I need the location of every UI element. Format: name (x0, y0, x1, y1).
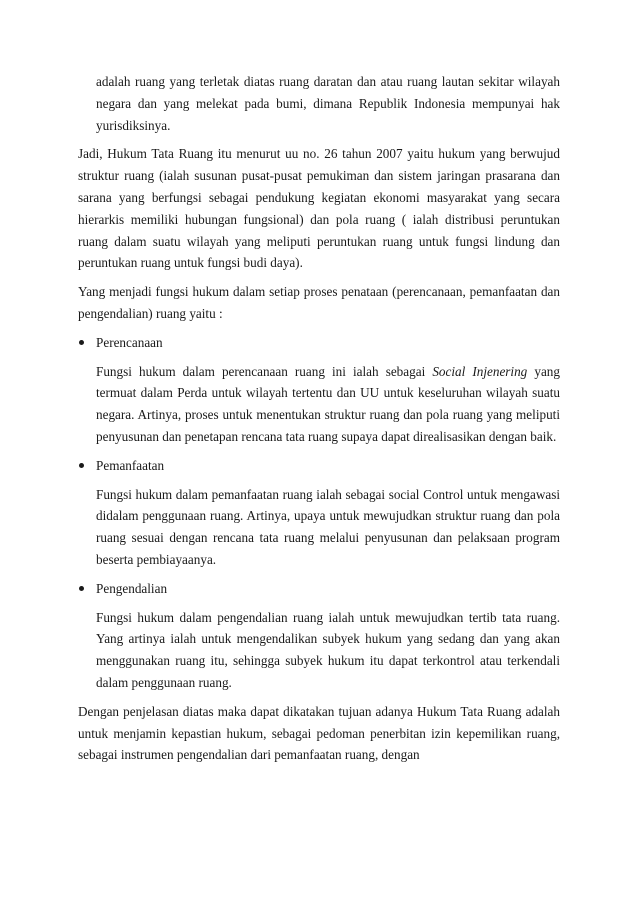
bullet-title: Pengendalian (96, 580, 168, 596)
bullet-title: Perencanaan (96, 334, 163, 350)
paragraph-continuation: adalah ruang yang terletak diatas ruang daratan dan atau ruang lautan sekitar wilayah negara dan yang melekat pada bumi, dimana Republik Indonesia mempunyai hak yurisdiksinya. (96, 74, 560, 133)
list-item-perencanaan (78, 332, 560, 354)
paragraph-definition: Jadi, Hukum Tata Ruang itu menurut uu no. 26 tahun 2007 yaitu hukum yang berwujud struktur ruang (ialah susunan pusat-pusat pemukiman dan sistem jaringan prasarana dan sarana yang berfungsi sebagai pendukung kegiatan ekonomi masyarakat yang secara hierarkis memiliki hubungan fungsional) dan pola ruang ( ialah distribusi peruntukan ruang dalam suatu wilayah yang meliputi peruntukan ruang untuk fungsi lindung dan peruntukan ruang untuk fungsi budi daya). (78, 146, 560, 271)
bullet-body-emphasis: Social Injenering (432, 363, 528, 379)
bullet-title: Pemanfaatan (96, 457, 165, 473)
bullet-body-text: Fungsi hukum dalam perencanaan ruang ini ialah sebagai (96, 363, 433, 379)
bullet-body-perencanaan (78, 361, 560, 448)
bullet-body-pengendalian: Fungsi hukum dalam pengendalian ruang ialah untuk mewujudkan tertib tata ruang. Yang artinya ialah untuk mengendalikan subyek hukum yang sedang dan yang akan menggunakan ruang itu, sehingga subyek hukum itu dapat terkontrol atau terkendali dalam penggunaan ruang. (96, 609, 560, 690)
document-page (78, 71, 560, 766)
paragraph-functions-intro: Yang menjadi fungsi hukum dalam setiap proses penataan (perencanaan, pemanfaatan dan pengendalian) ruang yaitu : (78, 284, 560, 321)
list-item-pemanfaatan (78, 455, 560, 477)
bullet-body-text: yang termuat dalam Perda untuk wilayah tertentu dan UU untuk keseluruhan wilayah suatu negara. Artinya, proses untuk menentukan struktur ruang dan pola ruang yang meliputi penyusunan dan penetapan rencana tata ruang supaya dapat direalisasikan dengan baik. (96, 363, 560, 444)
bullet-body-pemanfaatan: Fungsi hukum dalam pemanfaatan ruang ialah sebagai social Control untuk mengawasi didalam penggunaan ruang. Artinya, upaya untuk mewujudkan struktur ruang dan pola ruang sesuai dengan rencana tata ruang melalui penyusunan dan pelaksaan program beserta pembiayaanya. (96, 486, 560, 567)
list-item-pengendalian (78, 578, 560, 600)
paragraph-conclusion: Dengan penjelasan diatas maka dapat dikatakan tujuan adanya Hukum Tata Ruang adalah untuk menjamin kepastian hukum, sebagai pedoman penerbitan izin kepemilikan ruang, sebagai instrumen pengendalian dari pemanfaatan ruang, dengan (78, 703, 560, 763)
